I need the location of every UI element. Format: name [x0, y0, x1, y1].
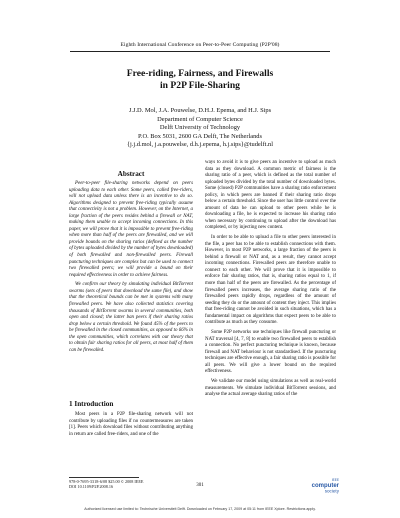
title-line-1: Free-riding, Fairness, and Firewalls [126, 68, 274, 79]
authorized-use-notice: Authorized licensed use limited to: Technische Universiteit Delft. Downloaded on February 17, 2009 at 05:11 from IEEE Xplore. Restrictions apply. [84, 507, 316, 511]
abstract-section [69, 170, 193, 358]
author-names: J.J.D. Mol, J.A. Pouwelse, D.H.J. Epema, and H.J. Sips [128, 107, 272, 114]
doi-line: DOI 10.1109/P2P.2008.16 [69, 484, 114, 490]
right-paragraph-4: We validate our model using simulations as well as real-world measurements. We simulate individual BitTorrent sessions, and analyse the actual average sharing ratios of the [205, 379, 336, 398]
page-number: 301 [196, 483, 204, 488]
ieee-computer-society-logo [304, 476, 340, 494]
logo-computer-text: computer [311, 483, 339, 489]
conference-header: Eighth International Conference on Peer-to-Peer Computing (P2P'08) [120, 42, 280, 48]
introduction-heading: 1 Introduction [69, 400, 114, 408]
footer-rule [69, 477, 139, 478]
right-column [205, 160, 336, 402]
emails: {j.j.d.mol, j.a.pouwelse, d.h.j.epema, h.j.sips}@tudelft.nl [126, 141, 274, 149]
introduction-body [69, 412, 193, 441]
header-rule [70, 51, 330, 52]
logo-ieee-text: IEEE [331, 478, 339, 482]
abstract-paragraph-2: We confirm our theory by simulating individual BitTorrent swarms (sets of peers that download the same file), and show that the theoretical bounds can be met in systems with many firewalled peers. We have also collected statistics covering thousands of BitTorrent swarms in several communities, both open and closed; the latter ban peers if their sharing ratios drop below a certain threshold. We found 45% of the peers to be firewalled in the closed communities, as opposed to 66% in the open communities, which correlates with our theory that to obtain fair sharing ratios for all peers, at most half of them can be firewalled. [69, 282, 193, 353]
abstract-heading: Abstract [117, 170, 145, 178]
address: P.O. Box 5031, 2600 GA Delft, The Netherlands [138, 132, 262, 140]
right-paragraph-2: In order to be able to upload a file to other peers interested in the file, a peer has to be able to establish connections with them. However, in most P2P networks, a large fraction of the peers is behind a firewall or NAT and, as a result, they cannot accept incoming connections. Firewalled peers are therefore unable to connect to each other. We will prove that it is impossible to enforce fair sharing ratios, that is, sharing ratios equal to 1, if more than half of the peers are firewalled. As the percentage of firewalled peers increases, the average sharing ratio of the firewalled peers rapidly drops, regardless of the amount of seeding they do or the amount of content they inject. This implies that free-riding cannot be avoided in such situations, which has a fundamental impact on algorithms that expect peers to be able to contribute as much as they consume. [205, 235, 336, 326]
right-paragraph-1: ways to avoid it is to give peers an incentive to upload as much data as they download. A common metric of fairness is the sharing ratio of a peer, which is defined as the total number of uploaded bytes divided by the total number of downloaded bytes. Some (closed) P2P communities have a sharing ratio enforcement policy, in which peers are banned if their sharing ratio drops below a certain threshold. Since the user has little control over the amount of data he can upload to other peers while he is downloading a file, he is expected to increase his sharing ratio when necessary by continuing to upload after the download has completed, or by injecting new content. [205, 160, 336, 231]
title-line-2: in P2P File-Sharing [160, 80, 240, 91]
university: Delft University of Technology [159, 124, 241, 132]
right-paragraph-3: Some P2P networks use techniques like firewall puncturing or NAT traversal [4, 7, 8] to enable two firewalled peers to establish a connection. No perfect puncturing technique is known, because firewall and NAT behaviour is not standardised. If the puncturing techniques are effective enough, a fair sharing ratio is possible for all peers. We will give a lower bound on the required effectiveness. [205, 330, 336, 375]
logo-society-text: society [324, 488, 339, 494]
department: Department of Computer Science [157, 115, 243, 123]
author-block [0, 107, 400, 150]
paper-title [0, 68, 400, 92]
intro-paragraph-1: Most peers in a P2P file-sharing network will not contribute by uploading files if no countermeasures are taken [1]. Peers which download files without contributing anything in return are called free-riders, and one of the [69, 412, 193, 437]
abstract-paragraph-1: Peer-to-peer file-sharing networks depend on peers uploading data to each other. Some peers, called free-riders, will not upload data unless there is an incentive to do so. Algorithms designed to prevent free-riding typically assume that connectivity is not a problem. However, on the Internet, a large fraction of the peers resides behind a firewall or NAT, making them unable to accept incoming connections. In this paper, we will prove that it is impossible to prevent free-riding when more than half of the peers are firewalled, and we will provide bounds on the sharing ratios (defined as the number of bytes uploaded divided by the number of bytes downloaded) of both firewalled and non-firewalled peers. Firewall puncturing techniques are complex but can be used to connect two firewalled peers; we will provide a bound on their required effectiveness in order to achieve fairness. [69, 181, 193, 278]
isbn-line: 978-0-7695-3318-6/08 $25.00 © 2008 IEEE [69, 479, 144, 484]
